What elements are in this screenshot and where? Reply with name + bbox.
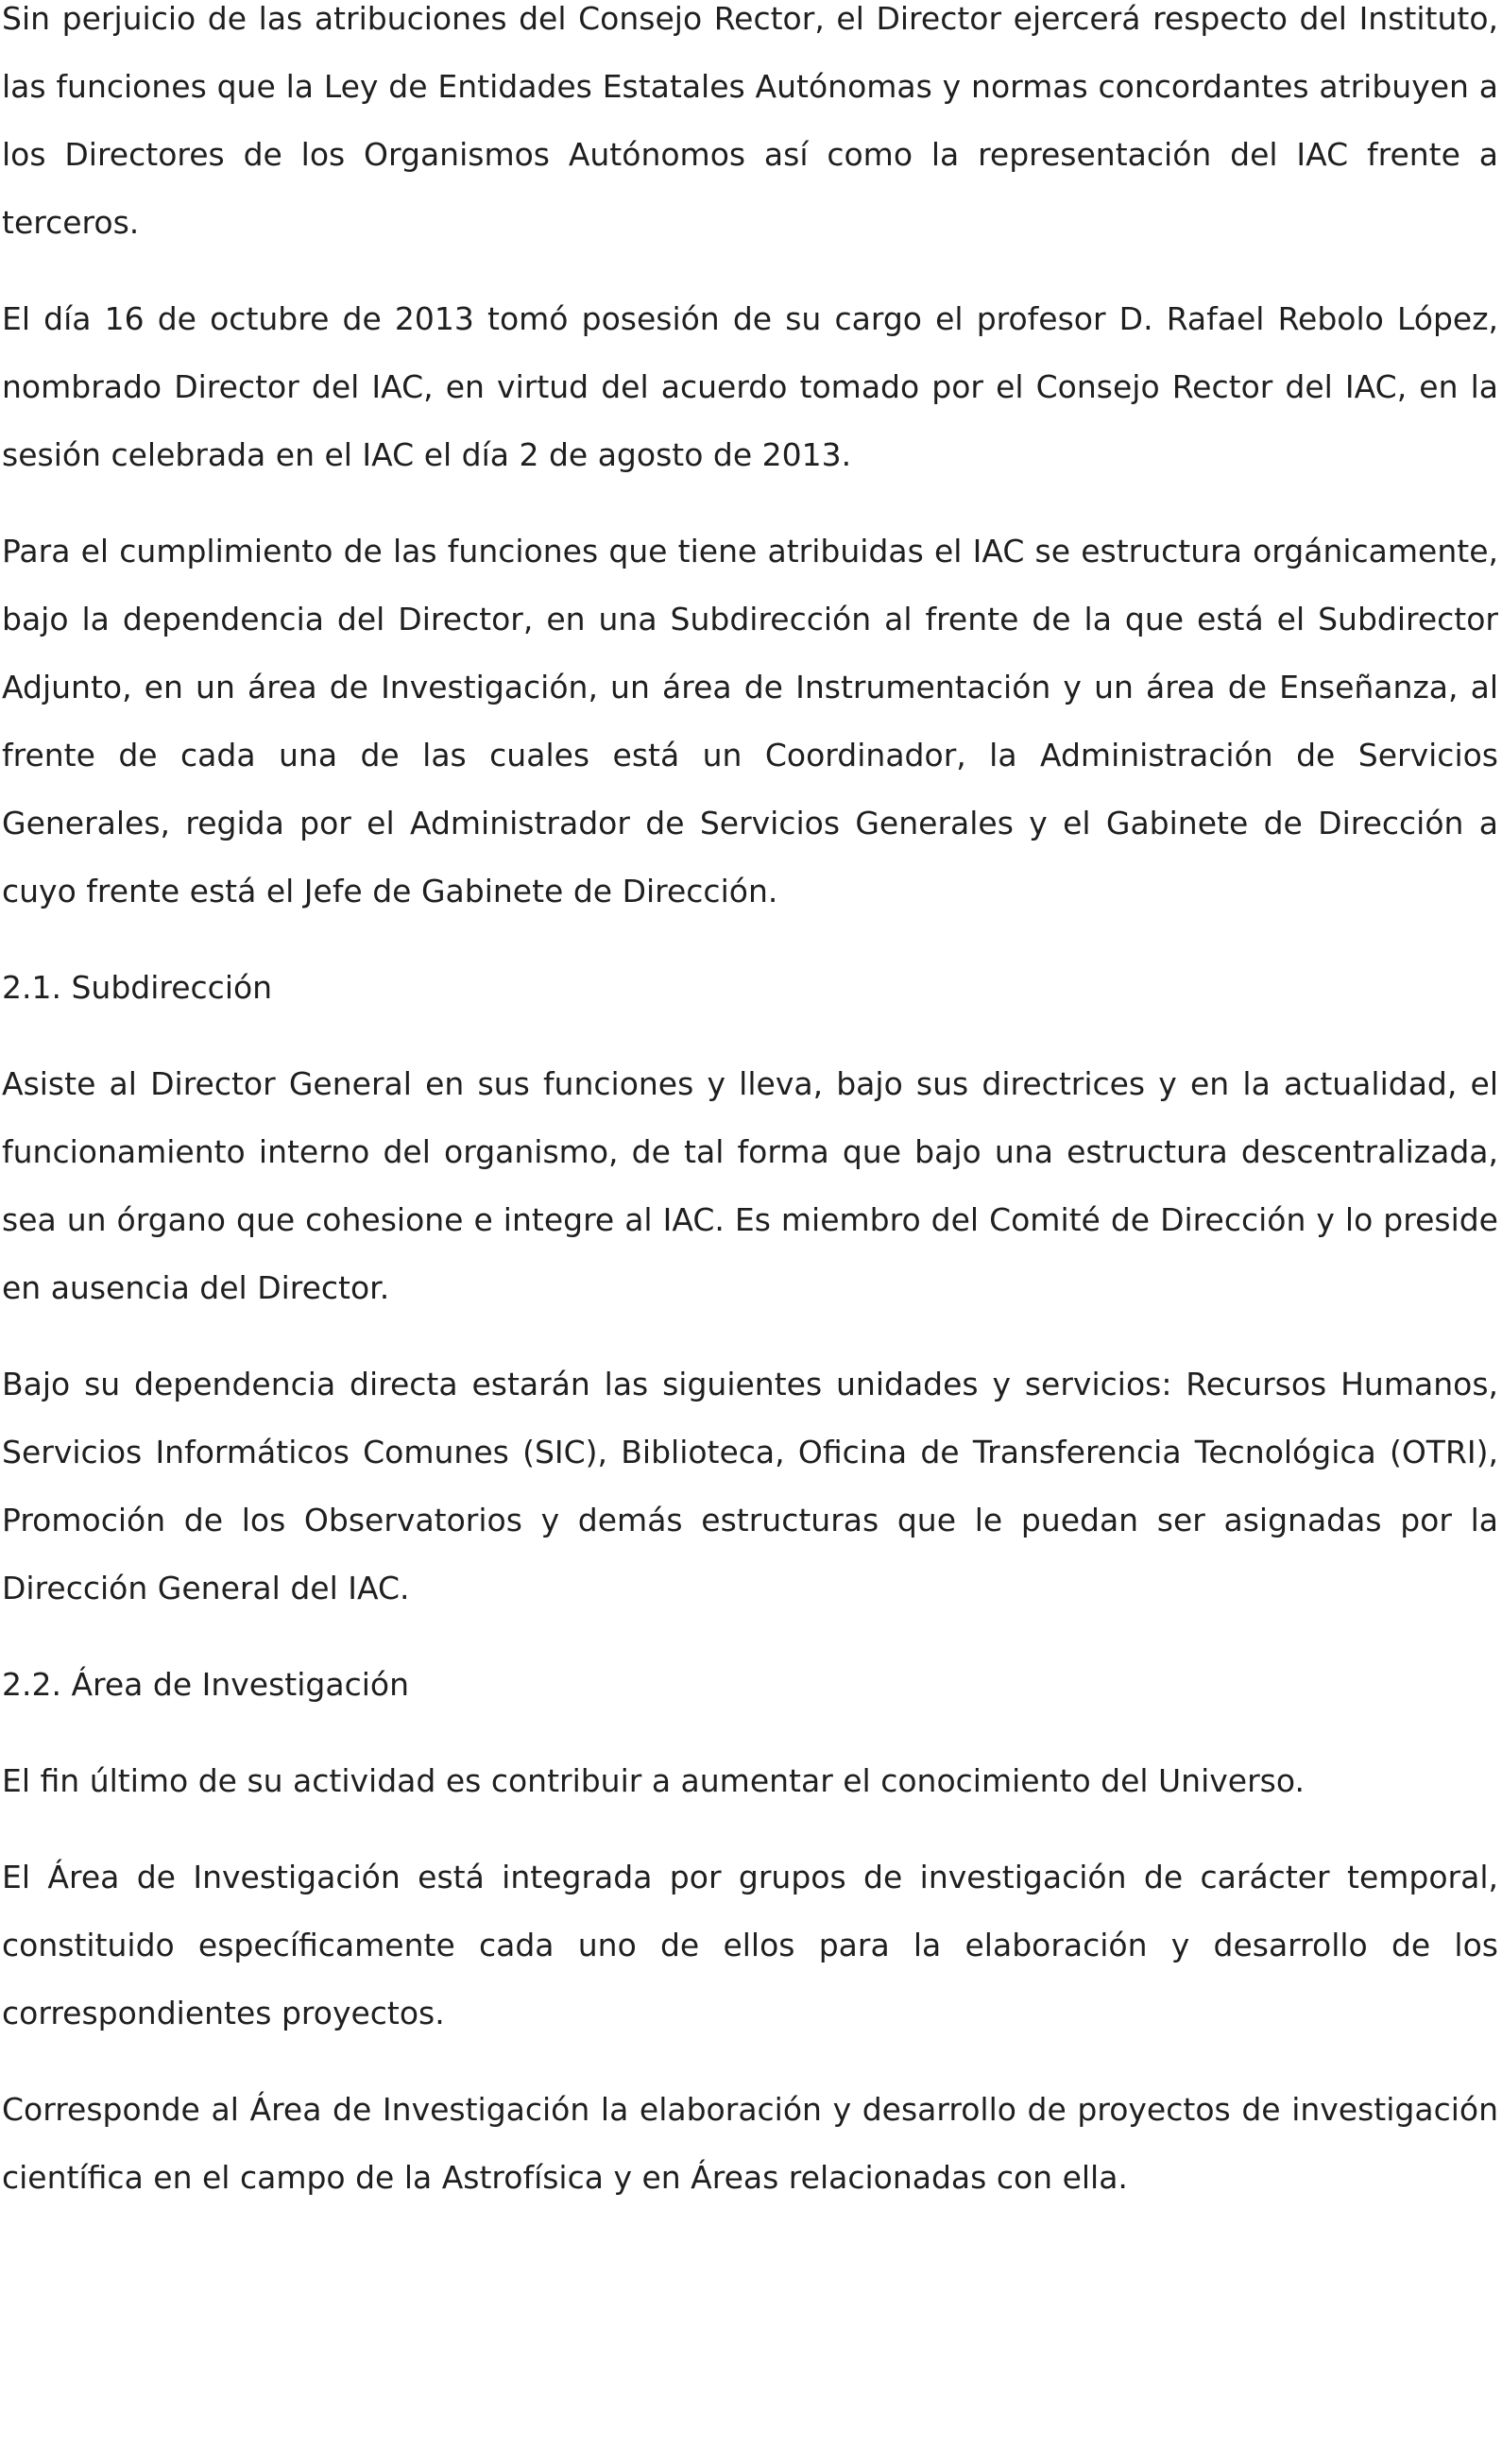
section-heading-area-investigacion: 2.2. Área de Investigación	[2, 1666, 409, 1703]
paragraph-organizational-structure: Para el cumplimiento de las funciones que tiene atribuidas el IAC se estructura orgánicamente, bajo la dependencia del Director, en una Subdirección al frente de la que está el Subdirector Adjunto, en un área de Investigación, un área de Instrumentación y un área de Enseñanza, al frente de cada una de las cuales está un Coordinador, la Administración de Servicios Generales, regida por el Administrador de Servicios Generales y el Gabinete de Dirección a cuyo frente está el Jefe de Gabinete de Dirección.	[2, 533, 1498, 909]
section-heading-subdireccion: 2.1. Subdirección	[2, 969, 273, 1006]
paragraph-subdireccion-role: Asiste al Director General en sus funciones y lleva, bajo sus directrices y en la actualidad, el funcionamiento interno del organismo, de tal forma que bajo una estructura descentralizada, sea un órgano que cohesione e integre al IAC. Es miembro del Comité de Dirección y lo preside en ausencia del Director.	[2, 1065, 1498, 1306]
paragraph-investigacion-projects: Corresponde al Área de Investigación la elaboración y desarrollo de proyectos de investigación científica en el campo de la Astrofísica y en Áreas relacionadas con ella.	[2, 2091, 1498, 2196]
paragraph-investigacion-groups: El Área de Investigación está integrada por grupos de investigación de carácter temporal, constituido específicamente cada uno de ellos para la elaboración y desarrollo de los correspondientes proyectos.	[2, 1859, 1498, 2031]
paragraph-director-appointment: El día 16 de octubre de 2013 tomó posesión de su cargo el profesor D. Rafael Rebolo López, nombrado Director del IAC, en virtud del acuerdo tomado por el Consejo Rector del IAC, en la sesión celebrada en el IAC el día 2 de agosto de 2013.	[2, 300, 1498, 473]
paragraph-investigacion-purpose: El fin último de su actividad es contribuir a aumentar el conocimiento del Universo.	[2, 1762, 1305, 1799]
paragraph-subdireccion-units: Bajo su dependencia directa estarán las siguientes unidades y servicios: Recursos Humanos, Servicios Informáticos Comunes (SIC), Biblioteca, Oficina de Transferencia Tecnológica (OTRI), Promoción de los Observatorios y demás estructuras que le puedan ser asignadas por la Dirección General del IAC.	[2, 1366, 1498, 1606]
paragraph-director-functions: Sin perjuicio de las atribuciones del Consejo Rector, el Director ejercerá respecto del Instituto, las funciones que la Ley de Entidades Estatales Autónomas y normas concordantes atribuyen a los Directores de los Organismos Autónomos así como la representación del IAC frente a terceros.	[2, 0, 1498, 241]
